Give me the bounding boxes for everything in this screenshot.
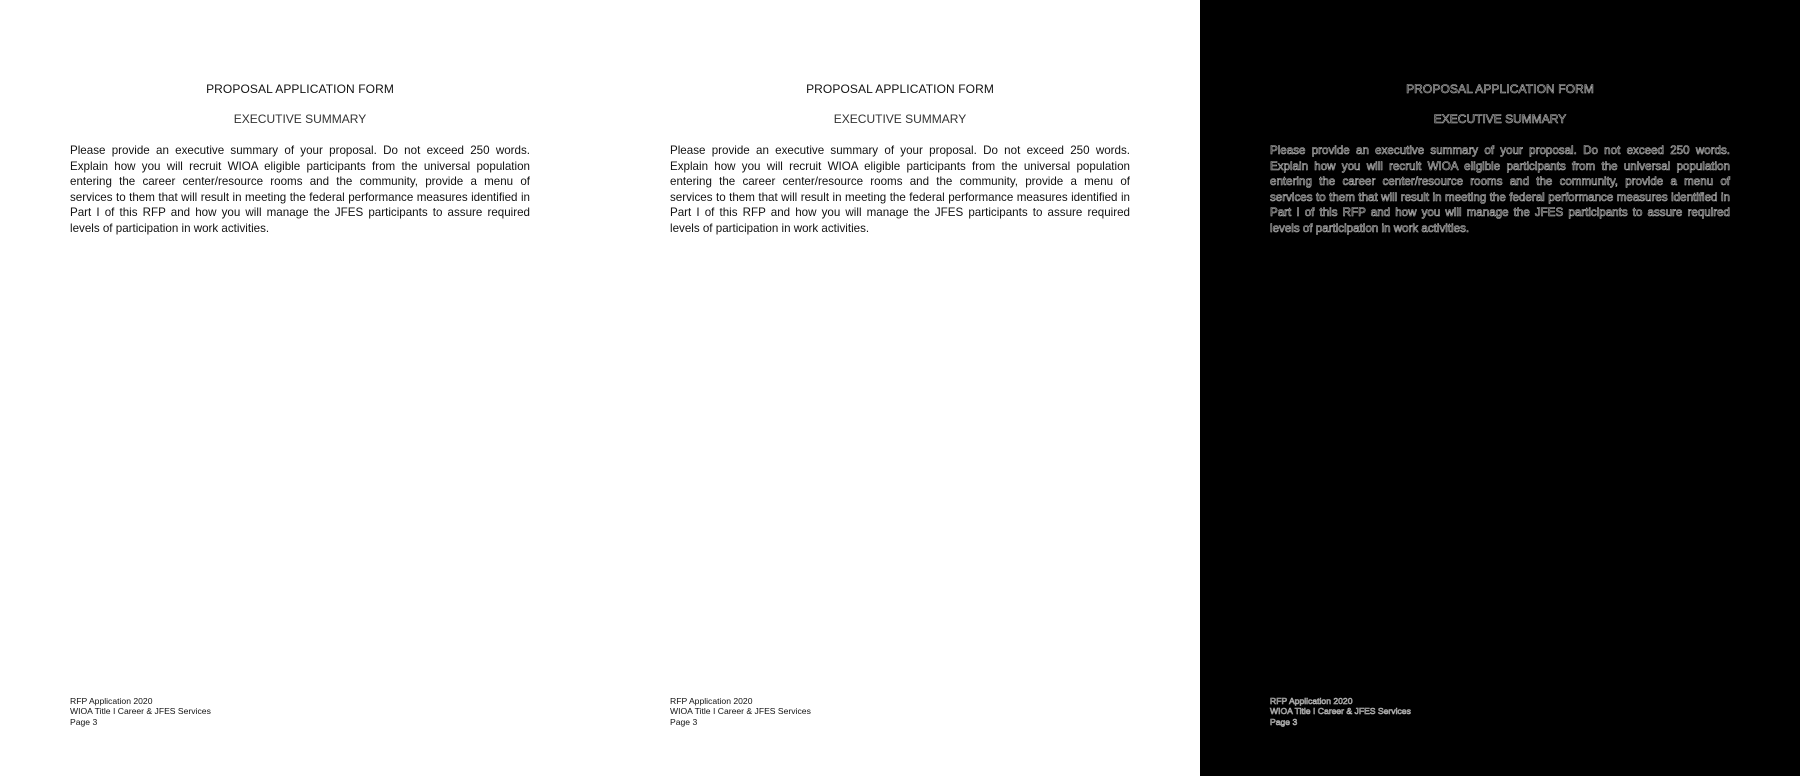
form-title: PROPOSAL APPLICATION FORM	[1406, 82, 1594, 96]
footer-line-rfp: RFP Application 2020	[670, 696, 753, 706]
footer-line-page: Page 3	[670, 716, 698, 727]
footer-line-title: WIOA Title I Career & JFES Services	[70, 706, 211, 717]
section-title: EXECUTIVE SUMMARY	[233, 112, 367, 126]
footer-line-page: Page 3	[1270, 716, 1298, 727]
document-page-copy	[600, 0, 1200, 776]
document-page-original	[0, 0, 600, 776]
section-title: EXECUTIVE SUMMARY	[1433, 112, 1567, 126]
section-title: EXECUTIVE SUMMARY	[833, 112, 967, 126]
instructions-paragraph: Please provide an executive summary of your proposal. Do not exceed 250 words. Explain how you will recruit WIOA eligible participants from the universal population entering the career center/resource rooms and the community, provide a menu of services to them that will result in meeting the federal performance measures identified in Part I of this RFP and how you will manage the JFES participants to assure required levels of participation in work activities.	[70, 144, 530, 235]
form-title: PROPOSAL APPLICATION FORM	[806, 82, 994, 96]
footer-line-title: WIOA Title I Career & JFES Services	[670, 706, 811, 717]
form-title: PROPOSAL APPLICATION FORM	[206, 82, 394, 96]
page-footer	[70, 696, 430, 727]
instructions-paragraph: Please provide an executive summary of your proposal. Do not exceed 250 words. Explain how you will recruit WIOA eligible participants from the universal population entering the career center/resource rooms and the community, provide a menu of services to them that will result in meeting the federal performance measures identified in Part I of this RFP and how you will manage the JFES participants to assure required levels of participation in work activities.	[670, 144, 1130, 235]
footer-line-rfp: RFP Application 2020	[1270, 696, 1353, 706]
page-footer	[1270, 696, 1630, 727]
instructions-paragraph: Please provide an executive summary of your proposal. Do not exceed 250 words. Explain how you will recruit WIOA eligible participants from the universal population entering the career center/resource rooms and the community, provide a menu of services to them that will result in meeting the federal performance measures identified in Part I of this RFP and how you will manage the JFES participants to assure required levels of participation in work activities.	[1270, 144, 1730, 235]
footer-line-page: Page 3	[70, 716, 98, 727]
document-page-edge-map	[1200, 0, 1800, 776]
footer-line-title: WIOA Title I Career & JFES Services	[1270, 706, 1411, 717]
footer-line-rfp: RFP Application 2020	[70, 696, 153, 706]
page-footer	[670, 696, 1030, 727]
